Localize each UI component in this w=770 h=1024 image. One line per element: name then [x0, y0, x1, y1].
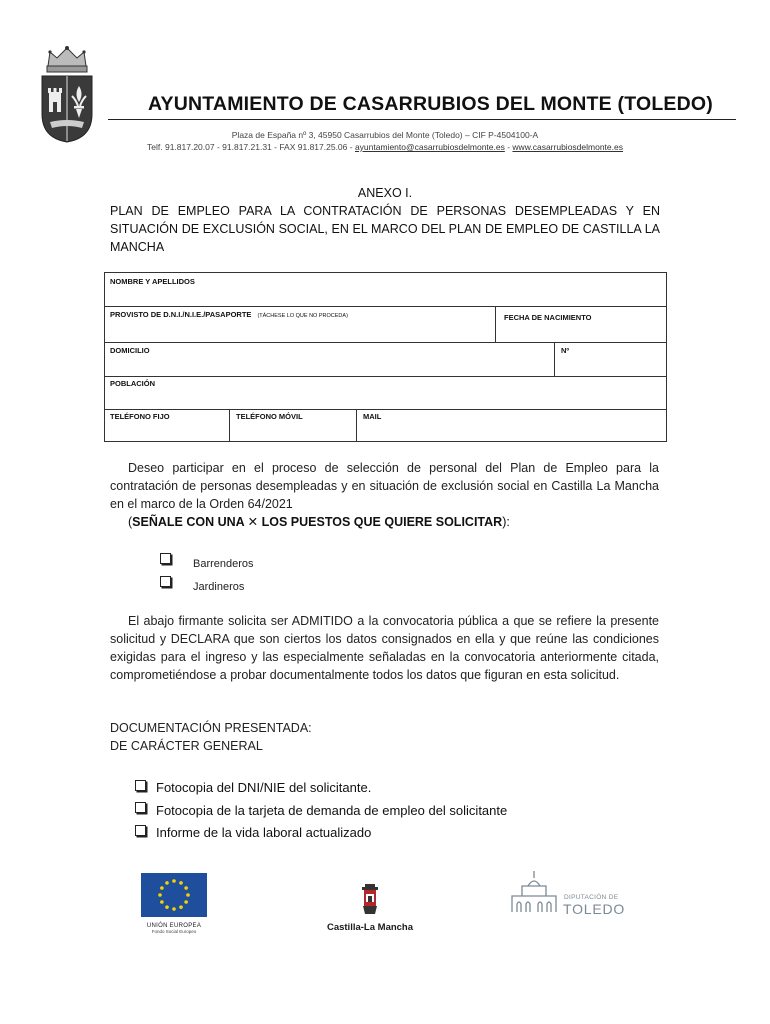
table-col-divider	[229, 409, 230, 442]
mobile-field-label: TELÉFONO MÓVIL	[236, 412, 303, 421]
house-number-field-label: Nº	[561, 346, 570, 355]
table-row-divider	[105, 306, 666, 307]
instruction-close-paren: ):	[502, 515, 510, 529]
eu-star	[172, 879, 176, 883]
jardineros-checkbox[interactable]	[160, 576, 171, 587]
email-link[interactable]: ayuntamiento@casarrubiosdelmonte.es	[354, 142, 505, 152]
id-label-prefix: PROVISTO DE	[110, 310, 164, 319]
dip-line2: TOLEDO	[563, 901, 626, 917]
address-line: Plaza de España nº 3, 45950 Casarrubios del Monte (Toledo) – CIF P-4504100-A	[231, 130, 539, 140]
table-row-divider	[105, 376, 666, 377]
barrenderos-checkbox[interactable]	[160, 553, 171, 564]
documentation-heading: DOCUMENTACIÓN PRESENTADA:	[110, 721, 312, 735]
eu-star	[165, 881, 169, 885]
instruction-open-paren: (	[128, 515, 133, 529]
birth-date-field-label: FECHA DE NACIMIENTO	[504, 313, 592, 322]
municipality-title: AYUNTAMIENTO DE CASARRUBIOS DEL MONTE (TOLEDO)	[148, 93, 713, 115]
eu-star	[172, 907, 176, 911]
european-union-logo	[141, 873, 207, 934]
dip-line1: DIPUTACIÓN DE	[564, 894, 619, 901]
documentation-subheading: DE CARÁCTER GENERAL	[110, 739, 263, 753]
annex-heading: ANEXO I.	[357, 186, 413, 200]
applicant-data-table	[104, 272, 667, 442]
id-label-note: (TÁCHESE LO QUE NO PROCEDA)	[257, 313, 348, 319]
palace-outline-icon	[508, 868, 560, 914]
diputacion-toledo-logo	[508, 868, 626, 922]
clm-emblem-icon	[325, 884, 415, 916]
table-row-divider	[105, 409, 666, 410]
table-row-divider	[105, 342, 666, 343]
eu-star	[184, 886, 188, 890]
website-link[interactable]: www.casarrubiosdelmonte.es	[512, 142, 623, 152]
dni-copy-label: Fotocopia del DNI/NIE del solicitante.	[156, 780, 372, 795]
web-separator: -	[504, 142, 513, 152]
eu-name: UNIÓN EUROPEA	[146, 923, 202, 929]
town-field-label: POBLACIÓN	[110, 379, 155, 388]
eu-star	[158, 893, 162, 897]
address-field-label: DOMICILIO	[110, 346, 150, 355]
instruction-text: SEÑALE CON UNA ✕ LOS PUESTOS QUE QUIERE SOLICITAR	[132, 515, 503, 529]
eu-star	[160, 886, 164, 890]
municipal-coat-of-arms	[38, 44, 96, 144]
eu-star	[179, 905, 183, 909]
plan-title: PLAN DE EMPLEO PARA LA CONTRATACIÓN DE PERSONAS DESEMPLEADAS Y EN SITUACIÓN DE EXCLUSIÓN SOCIAL, EN EL MARCO DEL PLAN DE EMPLEO DE CASTILLA LA MANCHA	[110, 204, 660, 254]
dni-copy-checkbox[interactable]	[135, 780, 146, 791]
name-field-label: NOMBRE Y APELLIDOS	[110, 277, 195, 286]
table-col-divider	[495, 306, 496, 342]
jardineros-option-label: Jardineros	[193, 581, 245, 593]
clm-name: Castilla-La Mancha	[326, 922, 414, 933]
eu-flag-icon	[141, 873, 207, 917]
id-label-main: D.N.I./N.I.E./PASAPORTE	[163, 310, 252, 319]
table-col-divider	[356, 409, 357, 442]
work-history-label: Informe de la vida laboral actualizado	[156, 825, 372, 840]
work-history-checkbox[interactable]	[135, 825, 146, 836]
landline-field-label: TELÉFONO FIJO	[110, 412, 170, 421]
table-col-divider	[554, 342, 555, 376]
id-document-field-label	[110, 310, 348, 319]
title-underline	[108, 119, 736, 120]
eu-star	[186, 893, 190, 897]
eu-star	[179, 881, 183, 885]
contact-line	[0, 142, 770, 152]
barrenderos-option-label: Barrenderos	[193, 558, 254, 570]
phone-fax-text: Telf. 91.817.20.07 - 91.817.21.31 - FAX 91.817.25.06 -	[147, 142, 355, 152]
eu-fund-name: Fondo Social Europeo	[151, 929, 197, 934]
selection-instruction	[128, 514, 510, 529]
declaration-statement: El abajo firmante solicita ser ADMITIDO a la convocatoria pública a que se refiere la presente solicitud y DECLARA que son ciertos los datos consignados en ella y que reúne las condiciones exigidas para el ingreso y las especialmente señaladas en la convocatoria anteriormente citada, comprometiéndose a probar documentalmente todos los datos que figuran en esta solicitud.	[110, 614, 659, 682]
participation-statement: Deseo participar en el proceso de selección de personal del Plan de Empleo para la contratación de personas desempleadas y en situación de exclusión social en Castilla La Mancha en el marco de la Orden 64/2021	[110, 461, 659, 511]
mail-field-label: MAIL	[363, 412, 382, 421]
employment-card-checkbox[interactable]	[135, 802, 146, 813]
eu-star	[160, 900, 164, 904]
castilla-la-mancha-logo	[325, 884, 415, 932]
employment-card-label: Fotocopia de la tarjeta de demanda de empleo del solicitante	[156, 803, 508, 818]
eu-star	[165, 905, 169, 909]
eu-star	[184, 900, 188, 904]
